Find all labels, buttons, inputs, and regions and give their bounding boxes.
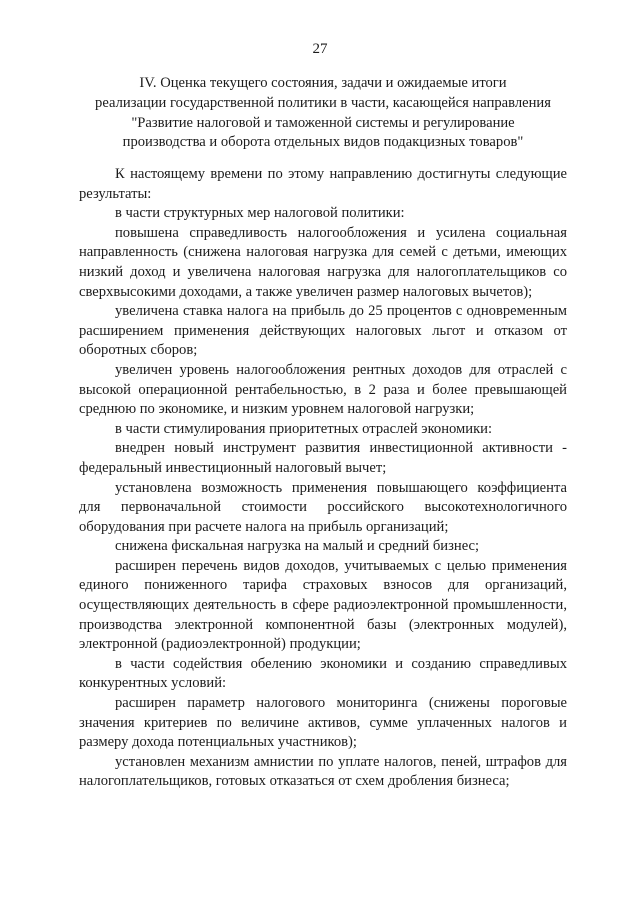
paragraph-coefficient: установлена возможность применения повышающего коэффициента для первоначальной стоимости российского высокотехнологичного оборудования при расчете налога на прибыль организаций; <box>79 479 567 535</box>
paragraph-investment-deduction: внедрен новый инструмент развития инвестиционной активности - федеральный инвестиционный налоговый вычет; <box>79 440 567 476</box>
paragraph-economy-whitening: в части содействия обелению экономики и созданию справедливых конкурентных условий: <box>79 655 567 692</box>
paragraph-tax-monitoring: расширен параметр налогового мониторинга (снижены пороговые значения критериев по величине активов, сумме уплаченных налогов и размеру дохода потенциальных участников); <box>79 695 567 751</box>
paragraph-profit-tax-rate: увеличена ставка налога на прибыль до 25 процентов с одновременным расширением применения действующих налоговых льгот и отказом от оборотных сборов; <box>79 303 567 359</box>
heading-line-2: реализации государственной политики в части, касающейся направления <box>95 94 551 111</box>
paragraph-small-business: снижена фискальная нагрузка на малый и средний бизнес; <box>115 538 480 555</box>
page-number: 27 <box>312 41 328 57</box>
paragraph-amnesty: установлен механизм амнистии по уплате налогов, пеней, штрафов для налогоплательщиков, готовых отказаться от схем дробления бизнеса; <box>79 753 567 790</box>
paragraph-intro: К настоящему времени по этому направлению достигнуты следующие результаты: <box>79 166 567 202</box>
heading-line-3: "Развитие налоговой и таможенной системы и регулирование <box>131 114 515 131</box>
paragraph-priority-industries: в части стимулирования приоритетных отраслей экономики: <box>115 420 493 437</box>
heading-line-1: IV. Оценка текущего состояния, задачи и ожидаемые итоги <box>139 75 507 91</box>
paragraph-insurance-tariff: расширен перечень видов доходов, учитываемых с целью применения единого пониженного тарифа страховых взносов для организаций, осуществляющих деятельность в сфере радиоэлектронной промышленности, производства электронной компонентной базы (электронных модулей), электронной (радиоэлектронной) продукции; <box>79 557 567 653</box>
paragraph-structural-measures: в части структурных мер налоговой политики: <box>115 205 405 222</box>
section-heading <box>80 74 566 153</box>
document-body <box>79 165 567 792</box>
heading-line-4: производства и оборота отдельных видов подакцизных товаров" <box>122 134 524 151</box>
paragraph-fairness-tax: повышена справедливость налогообложения и усилена социальная направленность (снижена налоговая нагрузка для семей с детьми, имеющих низкий доход и увеличена налоговая нагрузка для налогоплательщиков со сверхвысокими доходами, а также увеличен размер налоговых вычетов); <box>79 224 567 300</box>
paragraph-rent-income: увеличен уровень налогообложения рентных доходов для отраслей с высокой операционной рентабельностью, в 2 раза и более превышающей среднюю по экономике, и низким уровнем налоговой нагрузки; <box>79 361 567 418</box>
